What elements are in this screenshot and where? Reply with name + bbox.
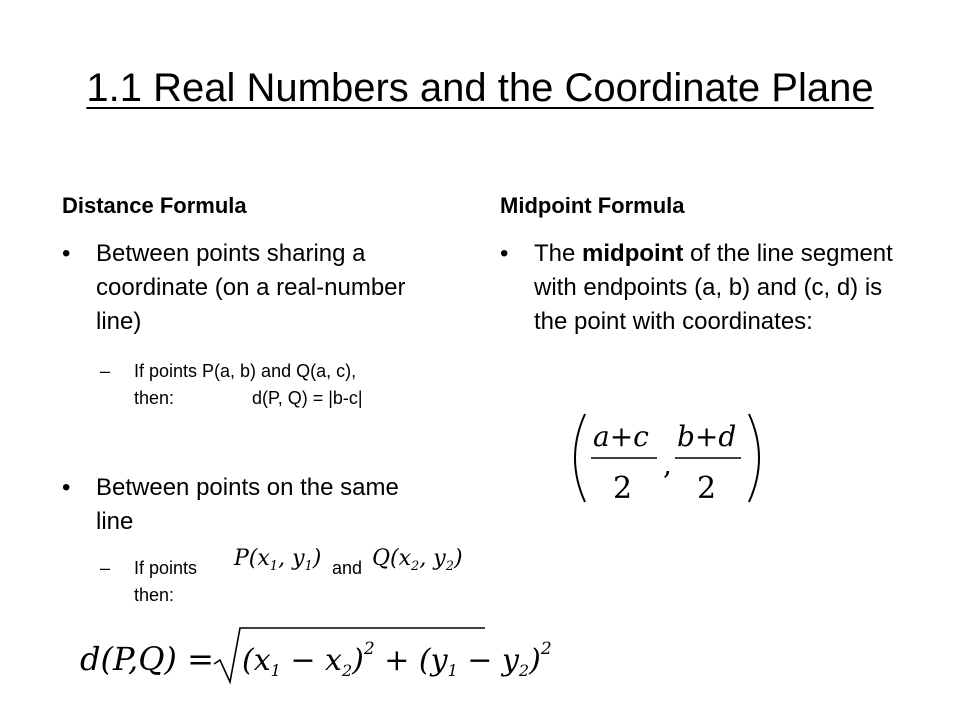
distance-formula-heading: Distance Formula <box>62 193 247 218</box>
subbullet-and: and <box>332 558 363 578</box>
bullet-text-after: of the line segment with endpoints (a, b) and (c, d) is the point with coordinates: <box>534 240 893 335</box>
distance-formula <box>80 618 552 690</box>
absolute-distance-formula: d(P, Q) = |b-c| <box>252 388 363 408</box>
point-q-formula <box>372 541 492 577</box>
subbullet-then: then: <box>134 585 175 605</box>
midpoint-y-numerator: b+d <box>677 420 737 453</box>
subbullet-same-coordinate <box>100 358 454 412</box>
subbullet-marker: – <box>100 558 111 578</box>
bullet-text: Between points sharing a coordinate (on a real-number line) <box>96 240 406 335</box>
bullet-text-before: The <box>534 240 583 267</box>
subbullet-line2 <box>134 385 454 412</box>
bullet-marker: • <box>500 240 509 267</box>
midpoint-x-numerator: a+c <box>593 420 649 453</box>
left-paren <box>575 414 585 502</box>
midpoint-formula-heading: Midpoint Formula <box>500 193 685 218</box>
midpoint-y-denominator: 2 <box>697 471 717 506</box>
slide-title: 1.1 Real Numbers and the Coordinate Plane <box>86 66 874 110</box>
midpoint-formula <box>565 408 775 508</box>
bullet-sharing-coordinate <box>62 237 436 339</box>
distance-lhs: d(P,Q) = <box>80 640 214 678</box>
distance-radicand: $(x_1 - x_2)^2 + (y_1 - y_2)^2$ <box>242 639 552 680</box>
bullet-text-midpoint: midpoint <box>582 240 684 267</box>
midpoint-comma: , <box>663 448 672 481</box>
midpoint-x-denominator: 2 <box>613 471 633 506</box>
subbullet-line1: If points P(a, b) and Q(a, c), <box>134 361 357 381</box>
bullet-text: Between points on the same line <box>96 474 399 535</box>
right-paren <box>749 414 759 502</box>
point-q-text: $Q(x_2$, $y_2$) <box>372 546 463 574</box>
subbullet-then-label: then: <box>134 388 175 408</box>
bullet-same-line <box>62 471 426 539</box>
subbullet-marker: – <box>100 361 111 381</box>
bullet-marker: • <box>62 474 71 501</box>
bullet-midpoint-definition <box>500 237 894 339</box>
subbullet-general-points <box>100 546 474 611</box>
point-p-text: $P(x_1$, $y_1$) <box>234 546 322 574</box>
bullet-marker: • <box>62 240 71 267</box>
subbullet-if-points: If points <box>134 558 198 578</box>
